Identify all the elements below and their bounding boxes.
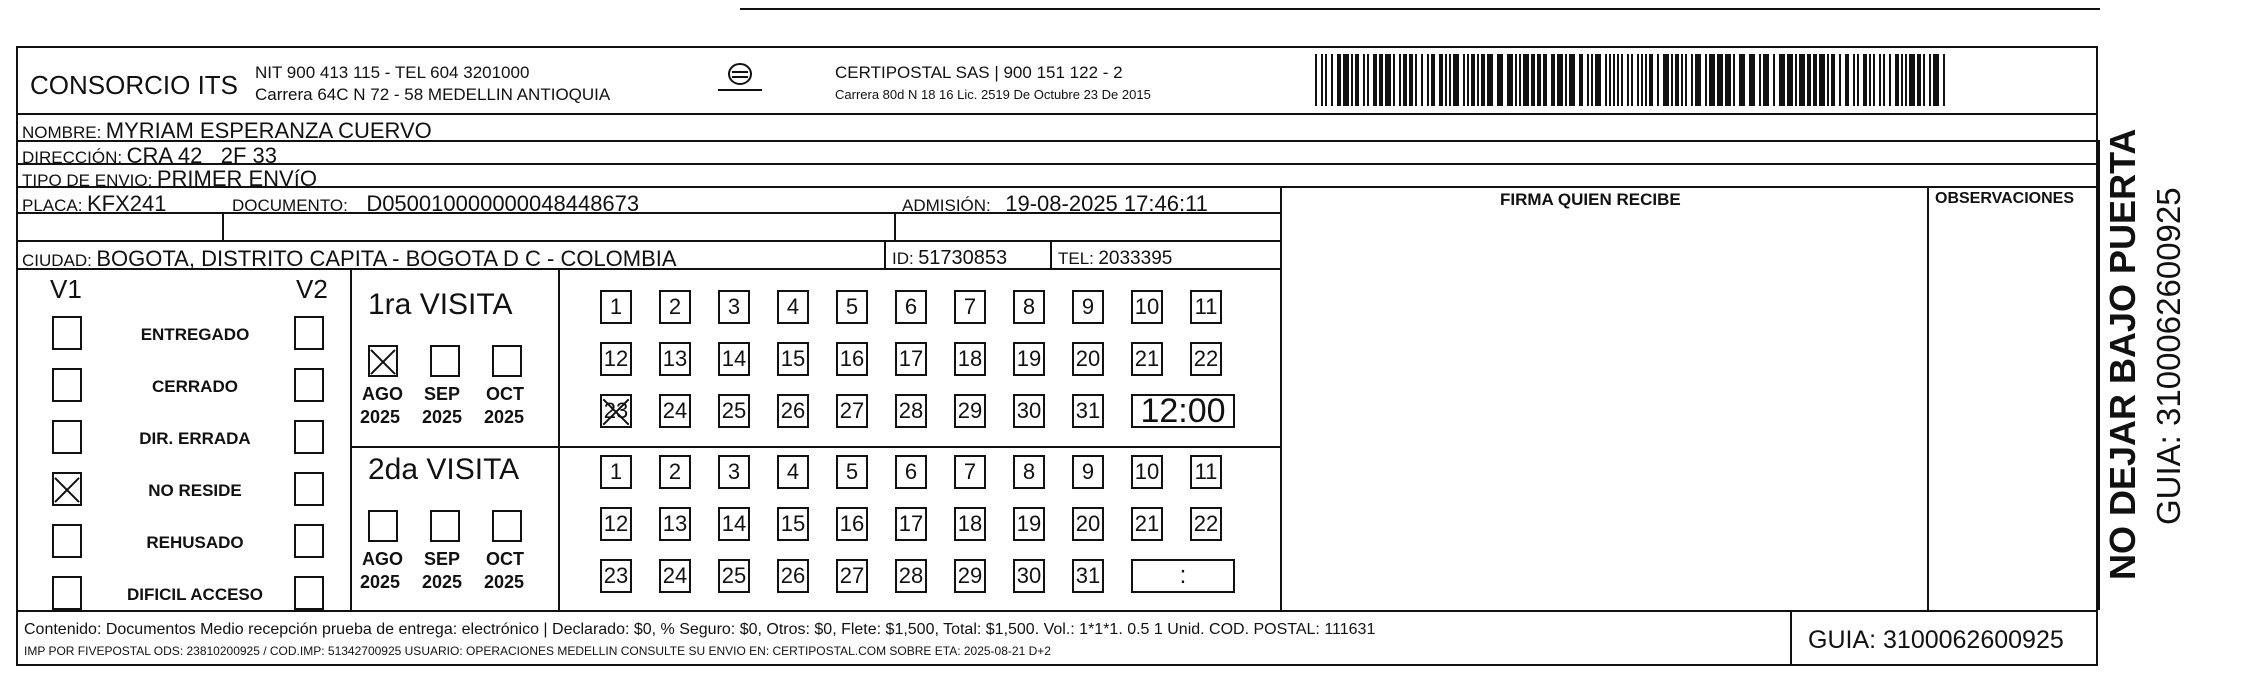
day-box[interactable]: 21 [1131,342,1163,376]
barcode-bar [1399,54,1401,106]
day-box[interactable]: 17 [895,507,927,541]
barcode-bar [1717,54,1723,106]
col-line [2098,140,2100,610]
barcode-bar [1883,54,1885,106]
day-box[interactable]: 12 [600,342,632,376]
company-line1: NIT 900 413 115 - TEL 604 3201000 [255,63,530,82]
col-line [350,268,352,610]
status-v2-checkbox[interactable] [294,368,324,402]
footer-line1: Contenido: Documentos Medio recepción prueba de entrega: electrónico | Declarado: $0, % Seguro: $0, Otros: $0, Flete: $1,500, Total: $1,500. Vol.: 1*1*1. 0.5 1 Unid. COD. POSTAL: 111631 [24,621,1376,638]
day-box[interactable]: 24 [659,559,691,593]
status-v1-checkbox[interactable] [52,524,82,558]
documento-value: D050010000000048448673 [366,191,640,216]
id-value: 51730853 [918,247,1008,269]
barcode-bar [1591,54,1593,106]
day-box[interactable]: 15 [777,507,809,541]
barcode-bar [1831,54,1835,106]
barcode-bar [1613,54,1615,106]
barcode-bar [1487,54,1493,106]
barcode-bar [1415,54,1417,106]
status-v1-checkbox[interactable] [52,368,82,402]
month-checkbox[interactable] [430,510,460,542]
barcode-bar [1691,54,1693,106]
barcode-bar [1355,54,1359,106]
barcode-bar [1787,54,1793,106]
row-line [16,610,2098,612]
barcode-bar [1839,54,1841,106]
day-box[interactable]: 14 [718,342,750,376]
day-box[interactable]: 20 [1072,342,1104,376]
month-checkbox[interactable] [368,345,398,377]
observaciones-header: OBSERVACIONES [1935,190,2074,207]
placa-row [22,193,166,215]
day-box[interactable]: 22 [1190,507,1222,541]
barcode-bar [1497,54,1503,106]
ciudad-row [22,248,677,270]
barcode-bar [1467,54,1469,106]
barcode-bar [1773,54,1775,106]
tel-row [1058,249,1172,268]
barcode-bar [1663,54,1669,106]
barcode-bar [1471,54,1475,106]
barcode-bar [1439,54,1443,106]
direccion-label: DIRECCIÓN: [22,148,123,167]
barcode-bar [1373,54,1377,106]
barcode-bar [1393,54,1395,106]
tipo-value: PRIMER ENVíO [156,166,317,191]
day-box[interactable]: 11 [1190,290,1222,324]
barcode-bar [1445,54,1447,106]
barcode-bar [1421,54,1423,106]
carrier-logo-icon [710,60,770,100]
direccion-row [22,145,277,167]
barcode-bar [1351,54,1353,106]
day-box[interactable]: 1 [600,290,632,324]
barcode-bar [1325,54,1327,106]
day-box[interactable]: 3 [718,455,750,489]
row-line [16,163,2098,165]
barcode-bar [1621,54,1623,106]
day-box[interactable]: 19 [1013,342,1045,376]
tel-label: TEL: [1058,249,1094,268]
day-box[interactable]: 27 [836,394,868,428]
barcode-bar [1379,54,1383,106]
status-v2-checkbox[interactable] [294,472,324,506]
barcode-bar [1587,54,1589,106]
month-checkbox[interactable] [492,510,522,542]
barcode-bar [1481,54,1485,106]
barcode-bar [1543,54,1547,106]
firma-header: FIRMA QUIEN RECIBE [1500,190,1681,209]
row-line [16,240,1281,242]
barcode-bar [1617,54,1619,106]
day-box[interactable]: 2 [659,455,691,489]
ciudad-label: CIUDAD: [22,251,92,270]
day-box[interactable]: 7 [954,290,986,324]
col-line [894,212,896,240]
day-box[interactable]: 31 [1072,559,1104,593]
carrier-name: CERTIPOSTAL SAS | 900 151 122 - 2 [835,63,1123,82]
day-box[interactable]: 4 [777,455,809,489]
barcode-bar [1569,54,1575,106]
barcode-bar [1637,54,1639,106]
status-v1-checkbox[interactable] [52,576,82,610]
row-line [350,446,1281,448]
company-line2: Carrera 64C N 72 - 58 MEDELLIN ANTIOQUIA [255,85,611,104]
day-box[interactable]: 26 [777,394,809,428]
barcode-bar [1795,54,1797,106]
day-box[interactable]: 1 [600,455,632,489]
barcode-bar [1943,54,1945,106]
nombre-label: NOMBRE: [22,123,102,142]
day-box[interactable]: 18 [954,507,986,541]
barcode-bar [1733,54,1735,106]
barcode-bar [1363,54,1365,106]
barcode-bar [1709,54,1715,106]
month-label: OCT [486,384,524,404]
month-checkbox[interactable] [430,345,460,377]
nombre-value: MYRIAM ESPERANZA CUERVO [105,118,432,143]
status-label: DIFICIL ACCESO [126,585,263,604]
day-box[interactable]: 18 [954,342,986,376]
barcode-bar [1331,54,1333,106]
col-line [884,240,886,268]
day-box[interactable]: 15 [777,342,809,376]
v2-header: V2 [296,274,328,304]
day-box[interactable]: 6 [895,290,927,324]
day-box[interactable]: 7 [954,455,986,489]
status-v1-checkbox[interactable] [52,420,82,454]
barcode-bar [1579,54,1583,106]
row-line [16,186,2098,188]
barcode-bar [1681,54,1683,106]
col-line [558,268,560,610]
status-v2-checkbox[interactable] [294,524,324,558]
admision-row [902,193,1208,215]
status-v2-checkbox[interactable] [294,576,324,610]
day-box[interactable]: 28 [895,394,927,428]
nombre-row [22,120,432,142]
company-name: CONSORCIO ITS [30,70,239,100]
tipo-row [22,168,317,190]
admision-label: ADMISIÓN: [902,196,991,215]
day-box[interactable]: 25 [718,394,750,428]
barcode-bar [1933,54,1939,106]
barcode-bar [1763,54,1769,106]
day-box[interactable]: 10 [1131,290,1163,324]
col-line [1050,240,1052,268]
barcode-bar [1909,54,1915,106]
barcode-bar [1515,54,1517,106]
status-v1-checkbox[interactable] [52,472,82,506]
day-box[interactable]: 25 [718,559,750,593]
day-box[interactable]: 29 [954,559,986,593]
day-box[interactable]: 24 [659,394,691,428]
day-box[interactable]: 29 [954,394,986,428]
day-box[interactable]: 13 [659,507,691,541]
col-line [1280,186,1282,610]
barcode-bar [1705,54,1707,106]
barcode-bar [1605,54,1607,106]
barcode-bar [1857,54,1859,106]
barcode-bar [1863,54,1867,106]
barcode-bar [1671,54,1673,106]
month-checkbox[interactable] [492,345,522,377]
barcode-bar [1409,54,1413,106]
row-line [16,113,2098,115]
col-line [222,212,224,240]
day-box[interactable]: 4 [777,290,809,324]
day-box[interactable]: 21 [1131,507,1163,541]
month-label: AGO [362,549,404,569]
barcode-bar [1609,54,1611,106]
barcode-bar [1519,54,1521,106]
barcode-bar [1315,54,1317,106]
footer-guia: GUIA: 3100062600925 [1808,626,2064,654]
side-notice: NO DEJAR BAJO PUERTA [2102,128,2143,580]
year-label: 2025 [360,572,401,592]
year-label: 2025 [484,407,525,427]
status-v1-checkbox[interactable] [52,316,82,350]
status-label: DIR. ERRADA [139,429,251,448]
barcode-bar [1725,54,1731,106]
barcode-bar [1367,54,1369,106]
carrier-line2: Carrera 80d N 18 16 Lic. 2519 De Octubre 23 De 2015 [835,87,1151,102]
year-label: 2025 [360,407,401,427]
barcode-bar [1905,54,1907,106]
barcode-bar [1895,54,1899,106]
month-label: OCT [486,549,524,569]
barcode-bar [1901,54,1903,106]
month-label: SEP [424,384,461,404]
day-box[interactable]: 9 [1072,290,1104,324]
day-box[interactable]: 5 [836,455,868,489]
barcode-bar [1649,54,1653,106]
documento-row [232,193,639,215]
second-visit-title: 2da VISITA [368,453,520,486]
barcode-bar [1827,54,1829,106]
day-box[interactable]: 23 [600,394,632,428]
barcode-bar [1853,54,1855,106]
top-rule [740,8,2100,10]
barcode-bar [1749,54,1755,106]
barcode-bar [1799,54,1805,106]
barcode-bar [1645,54,1647,106]
col-line [1927,186,1929,610]
month-label: AGO [362,384,404,404]
barcode-bar [1739,54,1745,106]
barcode-bar [1551,54,1555,106]
day-box[interactable]: 26 [777,559,809,593]
status-label: REHUSADO [146,533,244,552]
barcode-bar [1641,54,1643,106]
tel-value: 2033395 [1098,248,1173,269]
barcode-bar [1595,54,1601,106]
time-box[interactable]: : [1131,559,1235,593]
documento-label: DOCUMENTO: [232,196,348,215]
barcode-bar [1759,54,1761,106]
year-label: 2025 [422,407,463,427]
day-box[interactable]: 8 [1013,290,1045,324]
barcode-bar [1779,54,1785,106]
month-checkbox[interactable] [368,510,398,542]
barcode-bar [1385,54,1391,106]
barcode-bar [1869,54,1871,106]
year-label: 2025 [422,572,463,592]
barcode-bar [1873,54,1875,106]
day-box[interactable]: 17 [895,342,927,376]
barcode-bar [1879,54,1881,106]
day-box[interactable]: 16 [836,507,868,541]
day-box[interactable]: 6 [895,455,927,489]
day-box[interactable]: 27 [836,559,868,593]
barcode-bar [1453,54,1459,106]
barcode-bar [1321,54,1323,106]
status-v2-checkbox[interactable] [294,420,324,454]
day-box[interactable]: 31 [1072,394,1104,428]
barcode [1315,54,1945,106]
day-box[interactable]: 28 [895,559,927,593]
barcode-bar [1929,54,1931,106]
barcode-bar [1889,54,1891,106]
col-line [1790,610,1792,666]
ciudad-value: BOGOTA, DISTRITO CAPITA - BOGOTA D C - COLOMBIA [96,246,677,271]
barcode-bar [1685,54,1687,106]
barcode-bar [1507,54,1513,106]
barcode-bar [1531,54,1535,106]
day-box[interactable]: 10 [1131,455,1163,489]
barcode-bar [1537,54,1541,106]
day-box[interactable]: 2 [659,290,691,324]
status-label: NO RESIDE [148,481,242,500]
barcode-bar [1343,54,1349,106]
v1-header: V1 [50,274,82,304]
id-row [892,248,1007,268]
direccion-value: CRA 42 2F 33 [126,143,277,168]
barcode-bar [1657,54,1659,106]
month-label: SEP [424,549,461,569]
first-visit-title: 1ra VISITA [368,288,513,321]
barcode-bar [1923,54,1925,106]
barcode-bar [1917,54,1921,106]
day-box[interactable]: 30 [1013,394,1045,428]
day-box[interactable]: 8 [1013,455,1045,489]
day-box[interactable]: 12 [600,507,632,541]
placa-label: PLACA: [22,196,83,215]
barcode-bar [1627,54,1629,106]
id-label: ID: [892,249,914,268]
day-box[interactable]: 20 [1072,507,1104,541]
side-guia: GUIA: 3100062600925 [2150,187,2187,525]
barcode-bar [1631,54,1633,106]
day-box[interactable]: 13 [659,342,691,376]
day-box[interactable]: 16 [836,342,868,376]
barcode-bar [1463,54,1465,106]
admision-value: 19-08-2025 17:46:11 [1005,191,1208,216]
barcode-bar [1337,54,1341,106]
barcode-bar [1565,54,1567,106]
day-box[interactable]: 14 [718,507,750,541]
tipo-label: TIPO DE ENVIO: [22,171,153,190]
footer-line2: IMP POR FIVEPOSTAL ODS: 23810200925 / COD.IMP: 51342700925 USUARIO: OPERACIONES MEDELLIN CONSULTE SU ENVIO EN: CERTIPOSTAL.COM SOBRE ETA: 2025-08-21 D+2 [24,644,1051,658]
barcode-bar [1431,54,1435,106]
barcode-bar [1427,54,1429,106]
status-label: ENTREGADO [140,325,250,344]
day-box[interactable]: 9 [1072,455,1104,489]
day-box[interactable]: 19 [1013,507,1045,541]
day-box[interactable]: 22 [1190,342,1222,376]
barcode-bar [1523,54,1529,106]
year-label: 2025 [484,572,525,592]
barcode-bar [1449,54,1451,106]
barcode-bar [1819,54,1825,106]
placa-value: KFX241 [86,191,167,216]
day-box[interactable]: 11 [1190,455,1222,489]
barcode-bar [1477,54,1479,106]
barcode-bar [1403,54,1407,106]
barcode-bar [1807,54,1811,106]
barcode-bar [1675,54,1679,106]
time-box[interactable]: 12:00 [1131,394,1235,428]
barcode-bar [1695,54,1701,106]
day-box[interactable]: 5 [836,290,868,324]
status-v2-checkbox[interactable] [294,316,324,350]
day-box[interactable]: 23 [600,559,632,593]
barcode-bar [1845,54,1849,106]
status-label: CERRADO [152,377,238,396]
day-box[interactable]: 30 [1013,559,1045,593]
barcode-bar [1813,54,1817,106]
day-box[interactable]: 3 [718,290,750,324]
barcode-bar [1557,54,1563,106]
